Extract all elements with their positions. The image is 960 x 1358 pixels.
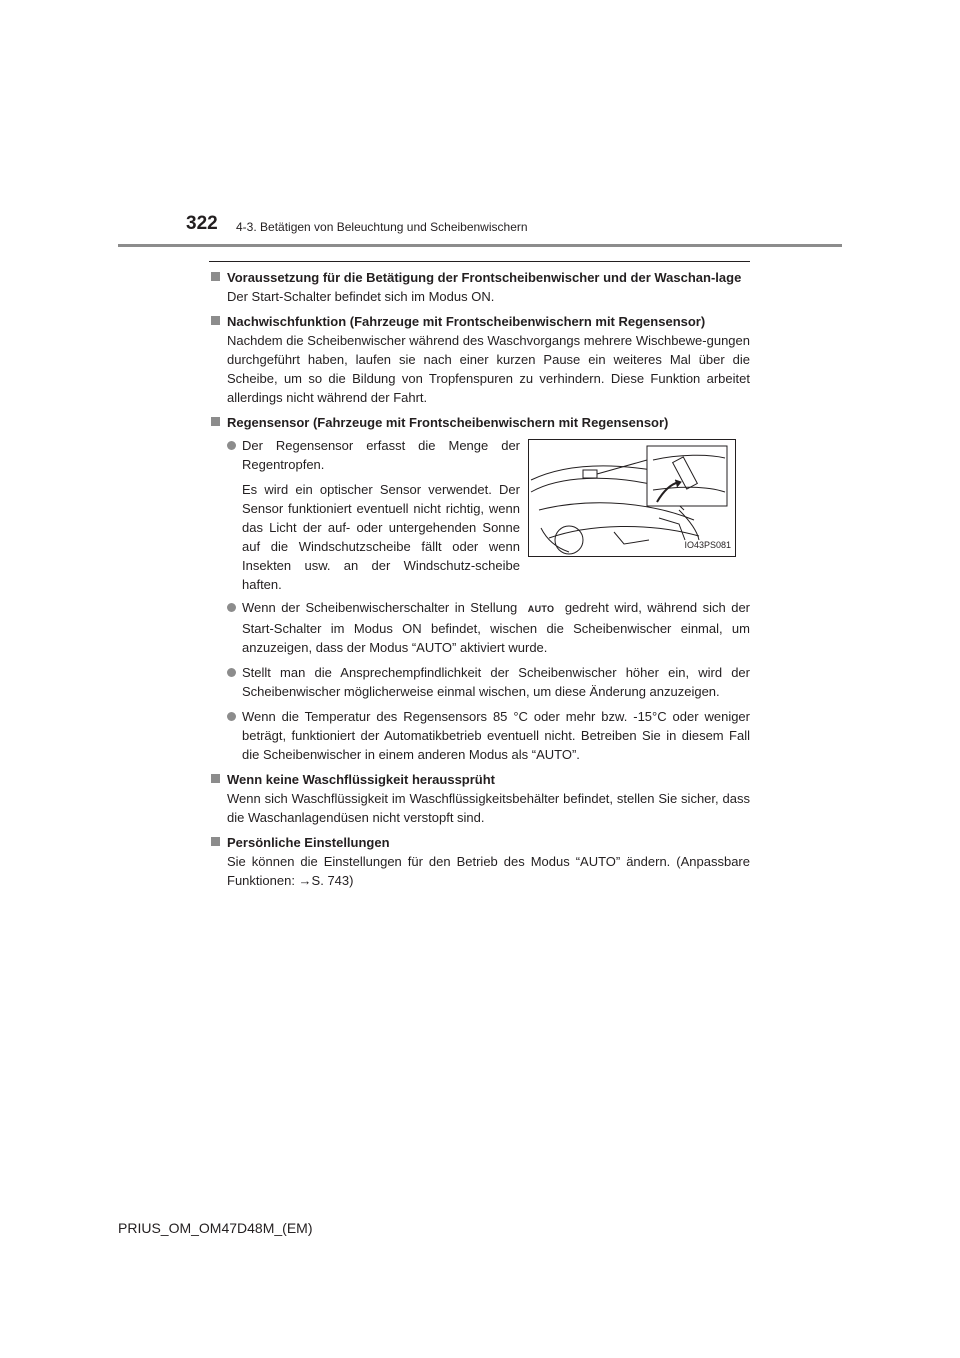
section-heading: Persönliche Einstellungen — [227, 835, 390, 850]
square-bullet-icon — [211, 272, 220, 281]
section-personal-settings — [209, 833, 750, 890]
bullet-text: gedreht wird, während sich der Start-Schalter im Modus ON befindet, wischen die Scheibenwischer einmal, um anzuzeigen, dass der Modus “AUTO” aktiviert wurde. — [242, 600, 751, 655]
content-top-rule — [209, 261, 750, 262]
bullet-item — [209, 436, 520, 594]
page-content — [209, 268, 750, 896]
section-heading: Wenn keine Waschflüssigkeit heraussprüht — [227, 772, 496, 787]
page-number: 322 — [186, 213, 218, 234]
bullet-text: Der Regensensor erfasst die Menge der Regentropfen. — [242, 438, 520, 472]
figure-label: IO43PS081 — [684, 540, 731, 550]
section-operating-conditions — [209, 268, 750, 306]
section-after-wipe — [209, 312, 750, 407]
document-id: PRIUS_OM_OM47D48M_(EM) — [118, 1220, 313, 1236]
round-bullet-icon — [227, 668, 236, 677]
square-bullet-icon — [211, 417, 220, 426]
section-text: Der Start-Schalter befindet sich im Modus ON. — [227, 289, 495, 304]
section-rain-sensor — [209, 413, 750, 764]
bullet-text: Wenn der Scheibenwischerschalter in Stellung — [242, 600, 518, 615]
section-text: Nachdem die Scheibenwischer während des Waschvorgangs mehrere Wischbewe-gungen durchgeführt haben, laufen sie nach einer kurzen Pause ein weiteres Mal über die Scheibe, um so die Bildung von Tropfenspuren zu verhindern. Diese Funktion arbeitet allerdings nicht während der Fahrt. — [227, 333, 750, 405]
round-bullet-icon — [227, 712, 236, 721]
bullet-item — [209, 707, 750, 764]
bullet-item — [209, 663, 750, 701]
bullet-text: Wenn die Temperatur des Regensensors 85 °C oder mehr bzw. -15°C oder weniger beträgt, funktioniert der Automatikbetrieb eventuell nicht. Betreiben Sie in diesem Fall die Scheibenwischer in einem anderen Modus als “AUTO”. — [242, 709, 750, 762]
square-bullet-icon — [211, 316, 220, 325]
bullet-text: Es wird ein optischer Sensor verwendet. Der Sensor funktioniert eventuell nicht richtig, wenn das Licht der auf- oder untergehenden Sonne auf die Windschutzscheibe fällt oder wenn Insekten usw. an der Windschutz-scheibe haften. — [242, 482, 520, 592]
auto-switch-symbol: AUTO — [527, 604, 555, 614]
section-text: Sie können die Einstellungen für den Betrieb des Modus “AUTO” ändern. (Anpassbare Funktionen: →S. 743) — [227, 854, 750, 888]
section-no-washer-fluid — [209, 770, 750, 827]
header-rule — [118, 244, 842, 247]
bullet-item — [209, 598, 750, 657]
round-bullet-icon — [227, 441, 236, 450]
section-title: 4-3. Betätigen von Beleuchtung und Scheibenwischern — [236, 220, 528, 234]
square-bullet-icon — [211, 837, 220, 846]
square-bullet-icon — [211, 774, 220, 783]
rain-sensor-illustration — [528, 439, 736, 557]
bullet-text: Stellt man die Ansprechempfindlichkeit der Scheibenwischer höher ein, wird der Scheibenwischer möglicherweise einmal wischen, um diese Änderung anzuzeigen. — [242, 665, 750, 699]
section-heading: Nachwischfunktion (Fahrzeuge mit Frontscheibenwischern mit Regensensor) — [227, 314, 706, 329]
section-heading: Regensensor (Fahrzeuge mit Frontscheibenwischern mit Regensensor) — [227, 415, 669, 430]
section-heading: Voraussetzung für die Betätigung der Frontscheibenwischer und der Waschan-lage — [227, 270, 742, 285]
section-text: Wenn sich Waschflüssigkeit im Waschflüssigkeitsbehälter befindet, stellen Sie sicher, dass die Waschanlagendüsen nicht verstopft sind. — [227, 791, 750, 825]
round-bullet-icon — [227, 603, 236, 612]
